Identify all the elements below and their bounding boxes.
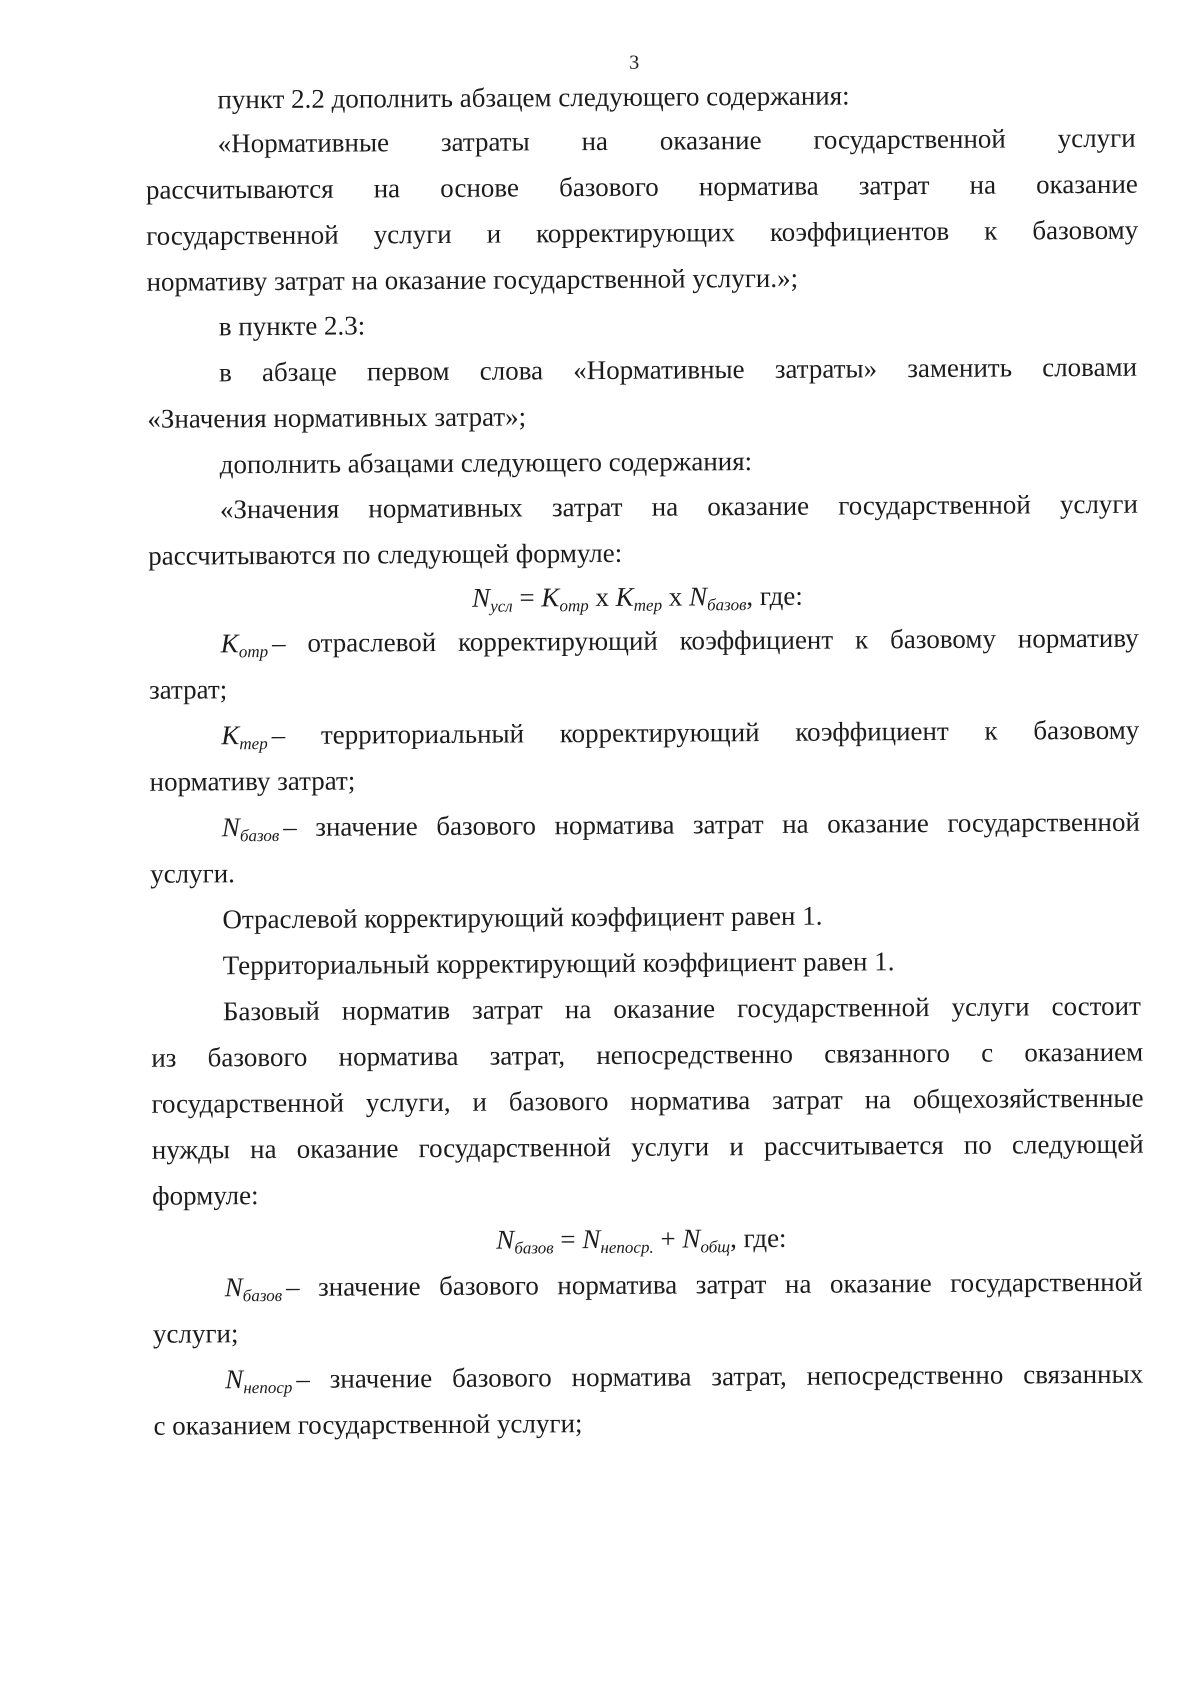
word: государственной bbox=[736, 991, 930, 1024]
word: услуги bbox=[1059, 488, 1138, 520]
word: значение bbox=[317, 1271, 421, 1302]
word: норматива bbox=[698, 170, 819, 202]
definition-n-neposr: $N_{непоср}$ – значение базового норматива затрат, непосредственно связанных bbox=[225, 1357, 1143, 1397]
word: на bbox=[651, 491, 679, 522]
word: норматива bbox=[338, 1040, 459, 1072]
word: государственной bbox=[813, 123, 1006, 155]
paragraph-line: дополнить абзацами следующего содержания: bbox=[219, 446, 753, 480]
paragraph-line bbox=[146, 213, 1138, 253]
word: нормативных bbox=[368, 492, 523, 524]
definition-k-ter: $K_{тер}$ – территориальный корректирующий коэффициент к базовому bbox=[221, 713, 1139, 753]
word: оказание bbox=[1036, 168, 1138, 200]
word: из bbox=[151, 1042, 177, 1073]
definition-n-bazov: $N_{базов}$ – значение базового норматива затрат на оказание государственной bbox=[221, 806, 1140, 846]
paragraph-line bbox=[223, 989, 1141, 1029]
page-number: 3 bbox=[629, 51, 640, 74]
word: – bbox=[271, 627, 286, 658]
definition-text bbox=[272, 621, 1139, 660]
word: государственной bbox=[151, 1087, 345, 1119]
word: значение bbox=[315, 811, 418, 842]
word: государственной bbox=[418, 1131, 612, 1164]
paragraph-line: формуле: bbox=[152, 1180, 259, 1211]
paragraph-line: Территориальный корректирующий коэффициент равен 1. bbox=[222, 946, 895, 981]
word: рассчитывается bbox=[763, 1129, 944, 1162]
word: слова bbox=[479, 355, 544, 386]
word: основе bbox=[440, 172, 520, 203]
word: корректирующих bbox=[536, 217, 736, 249]
paragraph-line: пункт 2.2 дополнить абзацем следующего содержания: bbox=[217, 80, 850, 115]
word: оказание bbox=[827, 807, 929, 839]
word: затрат, bbox=[489, 1040, 566, 1071]
word: корректирующий bbox=[457, 625, 658, 657]
word: состоит bbox=[1051, 990, 1141, 1022]
word: оказание bbox=[296, 1133, 399, 1164]
word: корректирующий bbox=[559, 717, 760, 749]
word: нужды bbox=[151, 1134, 231, 1165]
paragraph-line bbox=[219, 350, 1137, 390]
word: услуги bbox=[951, 991, 1030, 1022]
word: в bbox=[218, 357, 232, 388]
word: услуги, bbox=[365, 1086, 451, 1118]
formula-n-bazov: $N_{базов} = N_{непоср.} + N_{общ}$, где: bbox=[496, 1222, 787, 1258]
word: и bbox=[472, 1086, 488, 1117]
word: следующей bbox=[1011, 1128, 1144, 1160]
word: базового bbox=[207, 1041, 308, 1073]
paragraph-line: «Значения нормативных затрат»; bbox=[147, 401, 527, 434]
word: рассчитываются bbox=[145, 173, 334, 205]
word: первом bbox=[366, 355, 450, 387]
word: норматива bbox=[554, 809, 675, 841]
definition-n-bazov-2: $N_{базов}$ – значение базового норматива затрат на оказание государственной bbox=[224, 1266, 1143, 1306]
word: затрат bbox=[551, 491, 623, 523]
word: затраты» bbox=[774, 353, 878, 384]
word: Базовый bbox=[222, 995, 320, 1027]
word: базового bbox=[436, 810, 537, 841]
paragraph-line: нормативу затрат на оказание государственной услуги.»; bbox=[146, 262, 799, 297]
paragraph-line bbox=[218, 121, 1136, 161]
word: «Нормативные bbox=[573, 354, 745, 386]
word: государственной bbox=[838, 489, 1031, 521]
definition-text bbox=[272, 713, 1140, 752]
paragraph-line bbox=[151, 1035, 1143, 1075]
paragraph-line: затрат; bbox=[148, 674, 228, 705]
word: – bbox=[285, 1271, 300, 1302]
word: и bbox=[729, 1131, 744, 1162]
word: базовому bbox=[1033, 714, 1140, 746]
word: – bbox=[296, 1363, 310, 1394]
word: непосредственно bbox=[806, 1359, 1004, 1391]
word: связанных bbox=[1023, 1358, 1144, 1390]
word: оказание bbox=[829, 1267, 932, 1299]
word: территориальный bbox=[320, 718, 525, 750]
word: связанного bbox=[824, 1037, 951, 1069]
paragraph-line bbox=[146, 167, 1138, 207]
word: затрат bbox=[858, 169, 930, 201]
paragraph-line: услуги. bbox=[150, 858, 235, 889]
word: затрат bbox=[692, 809, 764, 840]
paragraph-line: с оказанием государственной услуги; bbox=[153, 1408, 583, 1441]
word: общехозяйственные bbox=[912, 1082, 1144, 1115]
word: норматива bbox=[557, 1269, 678, 1301]
word: оказанием bbox=[1024, 1036, 1144, 1068]
word: оказание bbox=[613, 993, 716, 1024]
word: базового bbox=[438, 1270, 539, 1301]
word: затрат bbox=[472, 994, 543, 1025]
paragraph-line: услуги; bbox=[152, 1318, 239, 1349]
word: государственной bbox=[947, 806, 1140, 838]
paragraph-line bbox=[220, 487, 1138, 527]
word: затрат bbox=[695, 1268, 767, 1300]
word: на bbox=[564, 994, 592, 1025]
definition-text bbox=[286, 1265, 1143, 1304]
word: услуги bbox=[373, 218, 452, 250]
word: к bbox=[854, 624, 869, 655]
word: значение bbox=[329, 1363, 433, 1394]
paragraph-line: нормативу затрат; bbox=[149, 765, 356, 797]
word: норматива bbox=[571, 1361, 692, 1393]
word: к bbox=[984, 215, 998, 246]
word: затрат bbox=[772, 1084, 843, 1115]
word: нормативу bbox=[1017, 622, 1139, 654]
definition-text bbox=[283, 805, 1140, 844]
paragraph-line: Отраслевой корректирующий коэффициент равен 1. bbox=[222, 900, 823, 935]
word: «Значения bbox=[219, 493, 340, 525]
paragraph-line bbox=[151, 1081, 1143, 1121]
word: – bbox=[271, 719, 286, 751]
word: на bbox=[581, 125, 609, 157]
word: на bbox=[250, 1133, 277, 1165]
word: непосредственно bbox=[596, 1038, 794, 1071]
word: к bbox=[984, 715, 998, 746]
word: с bbox=[981, 1037, 994, 1068]
word: коэффициент bbox=[795, 715, 949, 747]
word: отраслевой bbox=[307, 626, 437, 658]
word: затрат, bbox=[711, 1360, 787, 1392]
word: на bbox=[784, 1268, 812, 1299]
word: абзаце bbox=[261, 356, 337, 388]
word: «Нормативные bbox=[217, 127, 390, 159]
word: базового bbox=[451, 1362, 552, 1393]
word: на bbox=[373, 173, 401, 204]
paragraph-line: в пункте 2.3: bbox=[218, 310, 366, 342]
definition-k-otr: $K_{отр}$ – отраслевой корректирующий коэффициент к базовому нормативу bbox=[221, 621, 1139, 661]
word: государственной bbox=[950, 1266, 1143, 1298]
word: словами bbox=[1042, 351, 1138, 383]
word: заменить bbox=[907, 352, 1013, 384]
word: на bbox=[782, 808, 809, 839]
word: по bbox=[963, 1129, 992, 1160]
word: на bbox=[864, 1084, 892, 1115]
word: норматив bbox=[341, 994, 451, 1026]
paragraph-line bbox=[152, 1127, 1144, 1167]
word: норматива bbox=[630, 1085, 751, 1116]
word: базового bbox=[508, 1085, 609, 1117]
word: базовому bbox=[889, 623, 997, 655]
definition-text bbox=[296, 1357, 1143, 1396]
paragraph-line: рассчитываются по следующей формуле: bbox=[148, 537, 623, 571]
word: оказание bbox=[707, 490, 810, 522]
word: оказание bbox=[659, 125, 762, 156]
word: на bbox=[969, 169, 997, 200]
formula-n-usl: $N_{усл} = K_{отр}$ x $K_{тер}$ x $N_{базов}$, где: bbox=[472, 580, 803, 616]
word: базового bbox=[558, 171, 659, 203]
word: базовому bbox=[1032, 214, 1139, 246]
word: государственной bbox=[146, 219, 339, 251]
word: услуги bbox=[631, 1131, 710, 1162]
word: – bbox=[283, 811, 297, 842]
word: услуги bbox=[1057, 122, 1136, 154]
word: коэффициентов bbox=[769, 215, 950, 247]
word: и bbox=[486, 218, 502, 249]
word: затраты bbox=[440, 126, 530, 157]
word: коэффициент bbox=[679, 624, 834, 656]
